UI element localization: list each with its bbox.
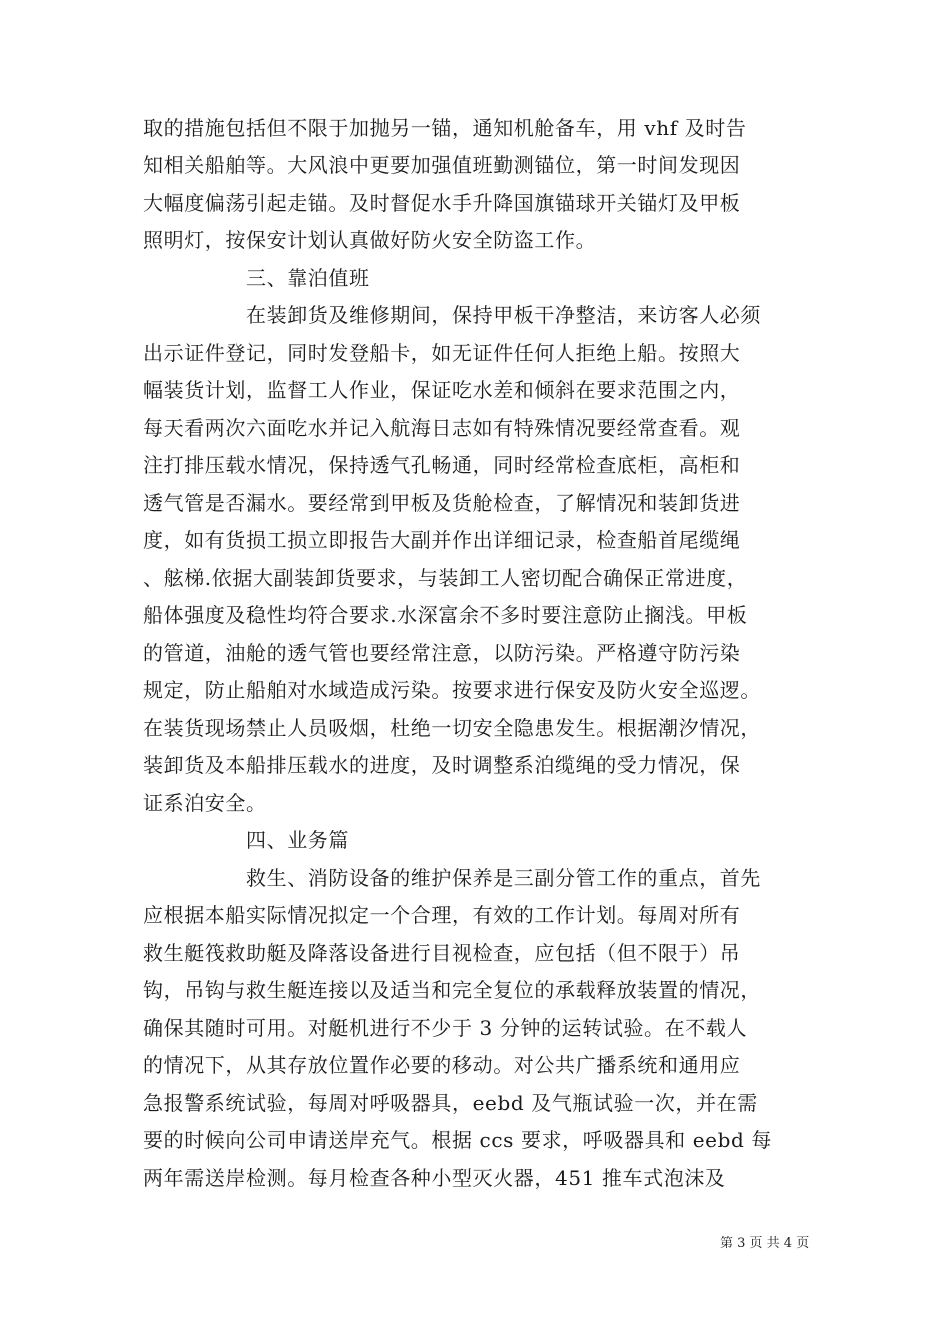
paragraph-first-line: 救生、消防设备的维护保养是三副分管工作的重点，首先 xyxy=(246,866,761,890)
body-text-line: 每天看两次六面吃水并记入航海日志如有特殊情况要经常查看。观 xyxy=(143,416,741,440)
body-text-line: 注打排压载水情况，保持透气孔畅通，同时经常检查底柜，高柜和 xyxy=(143,453,741,477)
body-text-line: 、舷梯.依据大副装卸货要求，与装卸工人密切配合确保正常进度， xyxy=(143,566,748,590)
body-text-line: 两年需送岸检测。每月检查各种小型灭火器，451 推车式泡沫及 xyxy=(143,1166,726,1190)
body-text-line: 确保其随时可用。对艇机进行不少于 3 分钟的运转试验。在不载人 xyxy=(143,1016,748,1040)
section-heading-business: 四、业务篇 xyxy=(246,828,349,852)
body-text-line: 出示证件登记，同时发登船卡，如无证件任何人拒绝上船。按照大 xyxy=(143,341,741,365)
body-text-line: 急报警系统试验，每周对呼吸器具，eebd 及气瓶试验一次，并在需 xyxy=(143,1091,758,1115)
body-text-line: 要的时候向公司申请送岸充气。根据 ccs 要求，呼吸器具和 eebd 每 xyxy=(143,1128,772,1152)
body-text-line: 装卸货及本船排压载水的进度，及时调整系泊缆绳的受力情况，保 xyxy=(143,753,741,777)
body-text-line: 救生艇筏救助艇及降落设备进行目视检查，应包括（但不限于）吊 xyxy=(143,941,741,965)
body-text-line: 应根据本船实际情况拟定一个合理，有效的工作计划。每周对所有 xyxy=(143,903,741,927)
body-text-line: 大幅度偏荡引起走锚。及时督促水手升降国旗锚球开关锚灯及甲板 xyxy=(143,191,741,215)
body-text-line: 钩，吊钩与救生艇连接以及适当和完全复位的承载释放装置的情况， xyxy=(143,978,761,1002)
body-text-line: 知相关船舶等。大风浪中更要加强值班勤测锚位，第一时间发现因 xyxy=(143,153,741,177)
section-heading-berthing-watch: 三、靠泊值班 xyxy=(246,266,370,290)
body-text-line: 度，如有货损工损立即报告大副并作出详细记录，检查船首尾缆绳 xyxy=(143,528,741,552)
body-text-line: 的情况下，从其存放位置作必要的移动。对公共广播系统和通用应 xyxy=(143,1053,741,1077)
body-text-line: 船体强度及稳性均符合要求.水深富余不多时要注意防止搁浅。甲板 xyxy=(143,603,748,627)
body-text-line: 证系泊安全。 xyxy=(143,791,267,815)
paragraph-first-line: 在装卸货及维修期间，保持甲板干净整洁，来访客人必须 xyxy=(246,303,761,327)
body-text-line: 照明灯，按保安计划认真做好防火安全防盗工作。 xyxy=(143,228,597,252)
body-text-line: 的管道，油舱的透气管也要经常注意，以防污染。严格遵守防污染 xyxy=(143,641,741,665)
page-number-footer: 第 3 页 共 4 页 xyxy=(720,1236,810,1251)
body-text-line: 幅装货计划，监督工人作业，保证吃水差和倾斜在要求范围之内， xyxy=(143,378,741,402)
body-text-line: 透气管是否漏水。要经常到甲板及货舱检查，了解情况和装卸货进 xyxy=(143,491,741,515)
body-text-line: 在装货现场禁止人员吸烟，杜绝一切安全隐患发生。根据潮汐情况， xyxy=(143,716,761,740)
body-text-line: 规定，防止船舶对水域造成污染。按要求进行保安及防火安全巡逻。 xyxy=(143,678,761,702)
body-text-line: 取的措施包括但不限于加抛另一锚，通知机舱备车，用 vhf 及时告 xyxy=(143,116,747,140)
